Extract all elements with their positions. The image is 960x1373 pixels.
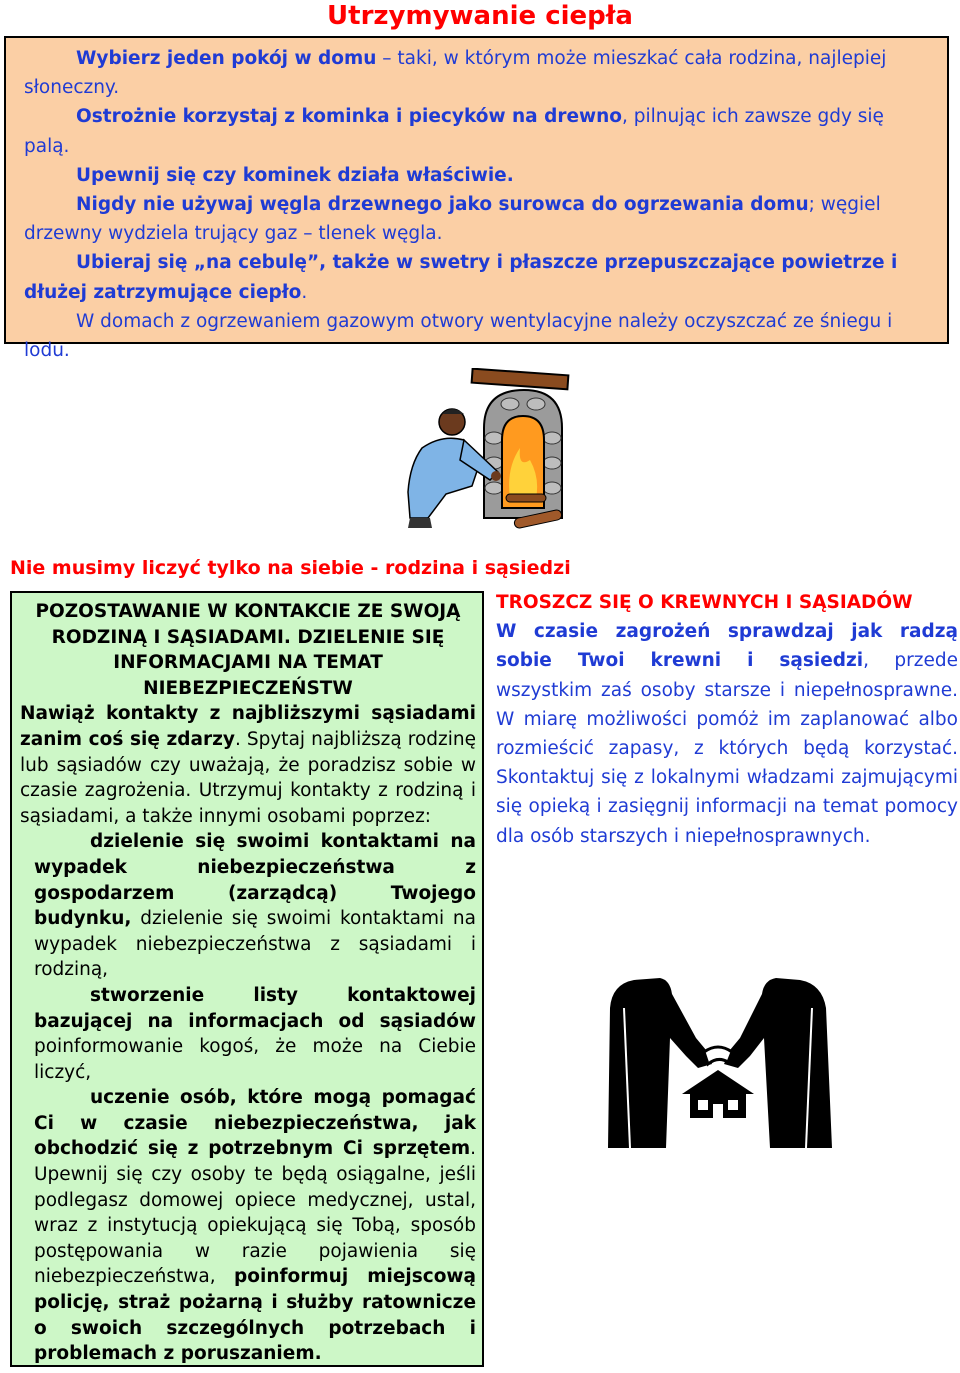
- contact-box: [10, 591, 484, 1367]
- contact-box-heading: POZOSTAWANIE W KONTAKCIE ZE SWOJĄ RODZINĄ I SĄSIADAMI. DZIELENIE SIĘ INFORMACJAMI NA TEMAT NIEBEZPIECZEŃSTW: [35, 601, 461, 699]
- contact-point-3: uczenie osób, które mogą pomagać Ci w czasie niebezpieczeństwa, jak obchodzić się z potrzebnym Ci sprzętem. Upewnij się czy osoby te będą osiągalne, jeśli podlegasz domowej opiece medycznej, ustal, wraz z instytucją opiekującą się Tobą, sposób postępowania w razie pojawienia się niebezpieczeństwa, poinformuj miejscową policję, straż pożarną i służby ratownicze o swoich szczególnych potrzebach i problemach z poruszaniem.: [34, 1087, 476, 1365]
- relatives-text: W czasie zagrożeń sprawdzaj jak radzą sobie Twoi krewni i sąsiedzi, przede wszystkim zaś osoby starsze i niepełnosprawne. W miarę możliwości pomóż im zaplanować albo rozmieścić zapasy, z których będą korzystać. Skontaktuj się z lokalnymi władzami zajmującymi się opieką i zasięgnij informacji na temat pomocy dla osób starszych i niepełnosprawnych.: [496, 621, 958, 847]
- relatives-column: [496, 588, 958, 851]
- handshake-house-illustration: [600, 968, 840, 1148]
- tip-4: Nigdy nie używaj węgla drzewnego jako surowca do ogrzewania domu; węgiel drzewny wydziela trujący gaz – tlenek węgla.: [24, 194, 881, 245]
- fireplace-illustration: [402, 368, 570, 530]
- page-title: Utrzymywanie ciepła: [327, 1, 633, 31]
- tip-1: Wybierz jeden pokój w domu – taki, w którym może mieszkać cała rodzina, najlepiej słoneczny.: [24, 48, 887, 99]
- relatives-heading: TROSZCZ SIĘ O KREWNYCH I SĄSIADÓW: [496, 592, 913, 613]
- heating-tips-box: [4, 36, 949, 362]
- contact-point-1: dzielenie się swoimi kontaktami na wypadek niebezpieczeństwa z gospodarzem (zarządcą) Twojego budynku, dzielenie się swoimi kontaktami na wypadek niebezpieczeństwa z sąsiadami i rodziną,: [34, 831, 476, 981]
- contact-intro: Nawiąż kontakty z najbliższymi sąsiadami zanim coś się zdarzy. Spytaj najbliższą rodzinę lub sąsiadów czy uważają, że poradzisz sobie w czasie zagrożenia. Utrzymuj kontakty z rodziną i sąsiadami, a także innymi osobami poprzez:: [20, 703, 476, 827]
- tip-6: W domach z ogrzewaniem gazowym otwory wentylacyjne należy oczyszczać ze śniegu i lodu.: [24, 310, 893, 362]
- section-subtitle: Nie musimy liczyć tylko na siebie - rodzina i sąsiedzi: [10, 557, 571, 579]
- tip-2: Ostrożnie korzystaj z kominka i piecyków na drewno, pilnując ich zawsze gdy się palą.: [24, 106, 884, 157]
- contact-point-2: stworzenie listy kontaktowej bazującej na informacjach od sąsiadów poinformowanie kogoś, że może na Ciebie liczyć,: [34, 984, 476, 1083]
- tip-3: Upewnij się czy kominek działa właściwie.: [76, 164, 514, 186]
- tip-5: Ubieraj się „na cebulę”, także w swetry i płaszcze przepuszczające powietrze i dłużej zatrzymujące ciepło.: [24, 252, 898, 303]
